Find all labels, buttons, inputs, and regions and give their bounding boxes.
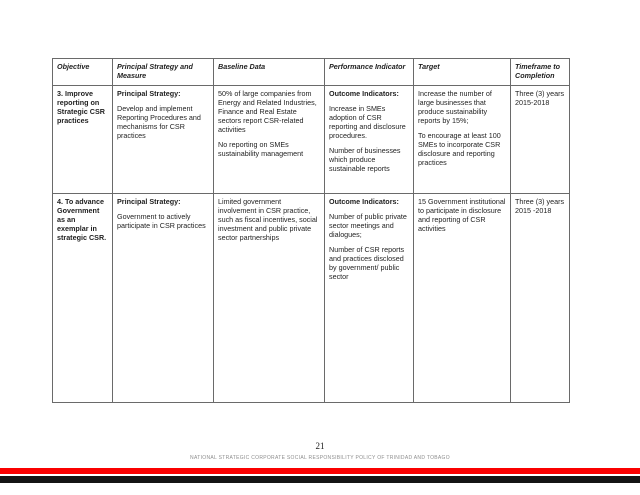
paragraph: No reporting on SMEs sustainability management [218, 140, 304, 158]
paragraph: Number of public private sector meetings and dialogues; [329, 212, 407, 239]
target-cell [414, 194, 511, 403]
csr-strategy-table [52, 58, 570, 403]
indicator-label: Outcome Indicators: [329, 89, 399, 98]
indicator-cell [325, 194, 414, 403]
header-row [53, 59, 570, 86]
paragraph: Limited government involvement in CSR practice, such as fiscal incentives, social investment and public private sector partnerships [218, 197, 318, 242]
table-row [53, 86, 570, 194]
paragraph: 50% of large companies from Energy and Related Industries, Finance and Real Estate sectors report CSR-related activities [218, 89, 317, 134]
paragraph: Increase the number of large businesses that produce sustainability reports by 15%; [418, 89, 492, 125]
footer-black-stripe [0, 476, 640, 483]
strategy-cell [113, 194, 214, 403]
paragraph: 15 Government institutional to participate in disclosure and reporting of CSR activities [418, 197, 506, 233]
paragraph: Increase in SMEs adoption of CSR reporting and disclosure procedures. [329, 104, 406, 140]
paragraph: Three (3) years 2015-2018 [515, 89, 565, 107]
indicator-label: Outcome Indicators: [329, 197, 399, 206]
paragraph: Number of CSR reports and practices disclosed by government/ public sector [329, 245, 405, 281]
objective-text: 3. Improve reporting on Strategic CSR practices [57, 89, 105, 125]
objective-cell [53, 86, 113, 194]
footer-red-stripe [0, 468, 640, 474]
target-cell [414, 86, 511, 194]
paragraph: Three (3) years 2015 -2018 [515, 197, 565, 215]
paragraph: To encourage at least 100 SMEs to incorporate CSR disclosure and reporting practices [418, 131, 501, 167]
table-row [53, 194, 570, 403]
paragraph: Develop and implement Reporting Procedures and mechanisms for CSR practices [117, 104, 201, 140]
strategy-label: Principal Strategy: [117, 89, 181, 98]
column-header-target: Target [414, 59, 511, 86]
column-header-objective: Objective [53, 59, 113, 86]
indicator-cell [325, 86, 414, 194]
strategy-label: Principal Strategy: [117, 197, 181, 206]
objective-cell [53, 194, 113, 403]
objective-text: 4. To advance Government as an exemplar in strategic CSR. [57, 197, 107, 242]
baseline-cell [214, 86, 325, 194]
column-header-indicator: Performance Indicator [325, 59, 414, 86]
column-header-strategy: Principal Strategy and Measure [113, 59, 214, 86]
page-number: 21 [315, 441, 325, 451]
timeframe-cell [511, 194, 570, 403]
timeframe-cell [511, 86, 570, 194]
paragraph: Government to actively participate in CSR practices [117, 212, 206, 230]
footer-title: NATIONAL STRATEGIC CORPORATE SOCIAL RESPONSIBILITY POLICY OF TRINIDAD AND TOBAGO [190, 455, 450, 461]
baseline-cell [214, 194, 325, 403]
column-header-timeframe: Timeframe to Completion [511, 59, 570, 86]
paragraph: Number of businesses which produce sustainable reports [329, 146, 401, 173]
strategy-cell [113, 86, 214, 194]
column-header-baseline: Baseline Data [214, 59, 325, 86]
